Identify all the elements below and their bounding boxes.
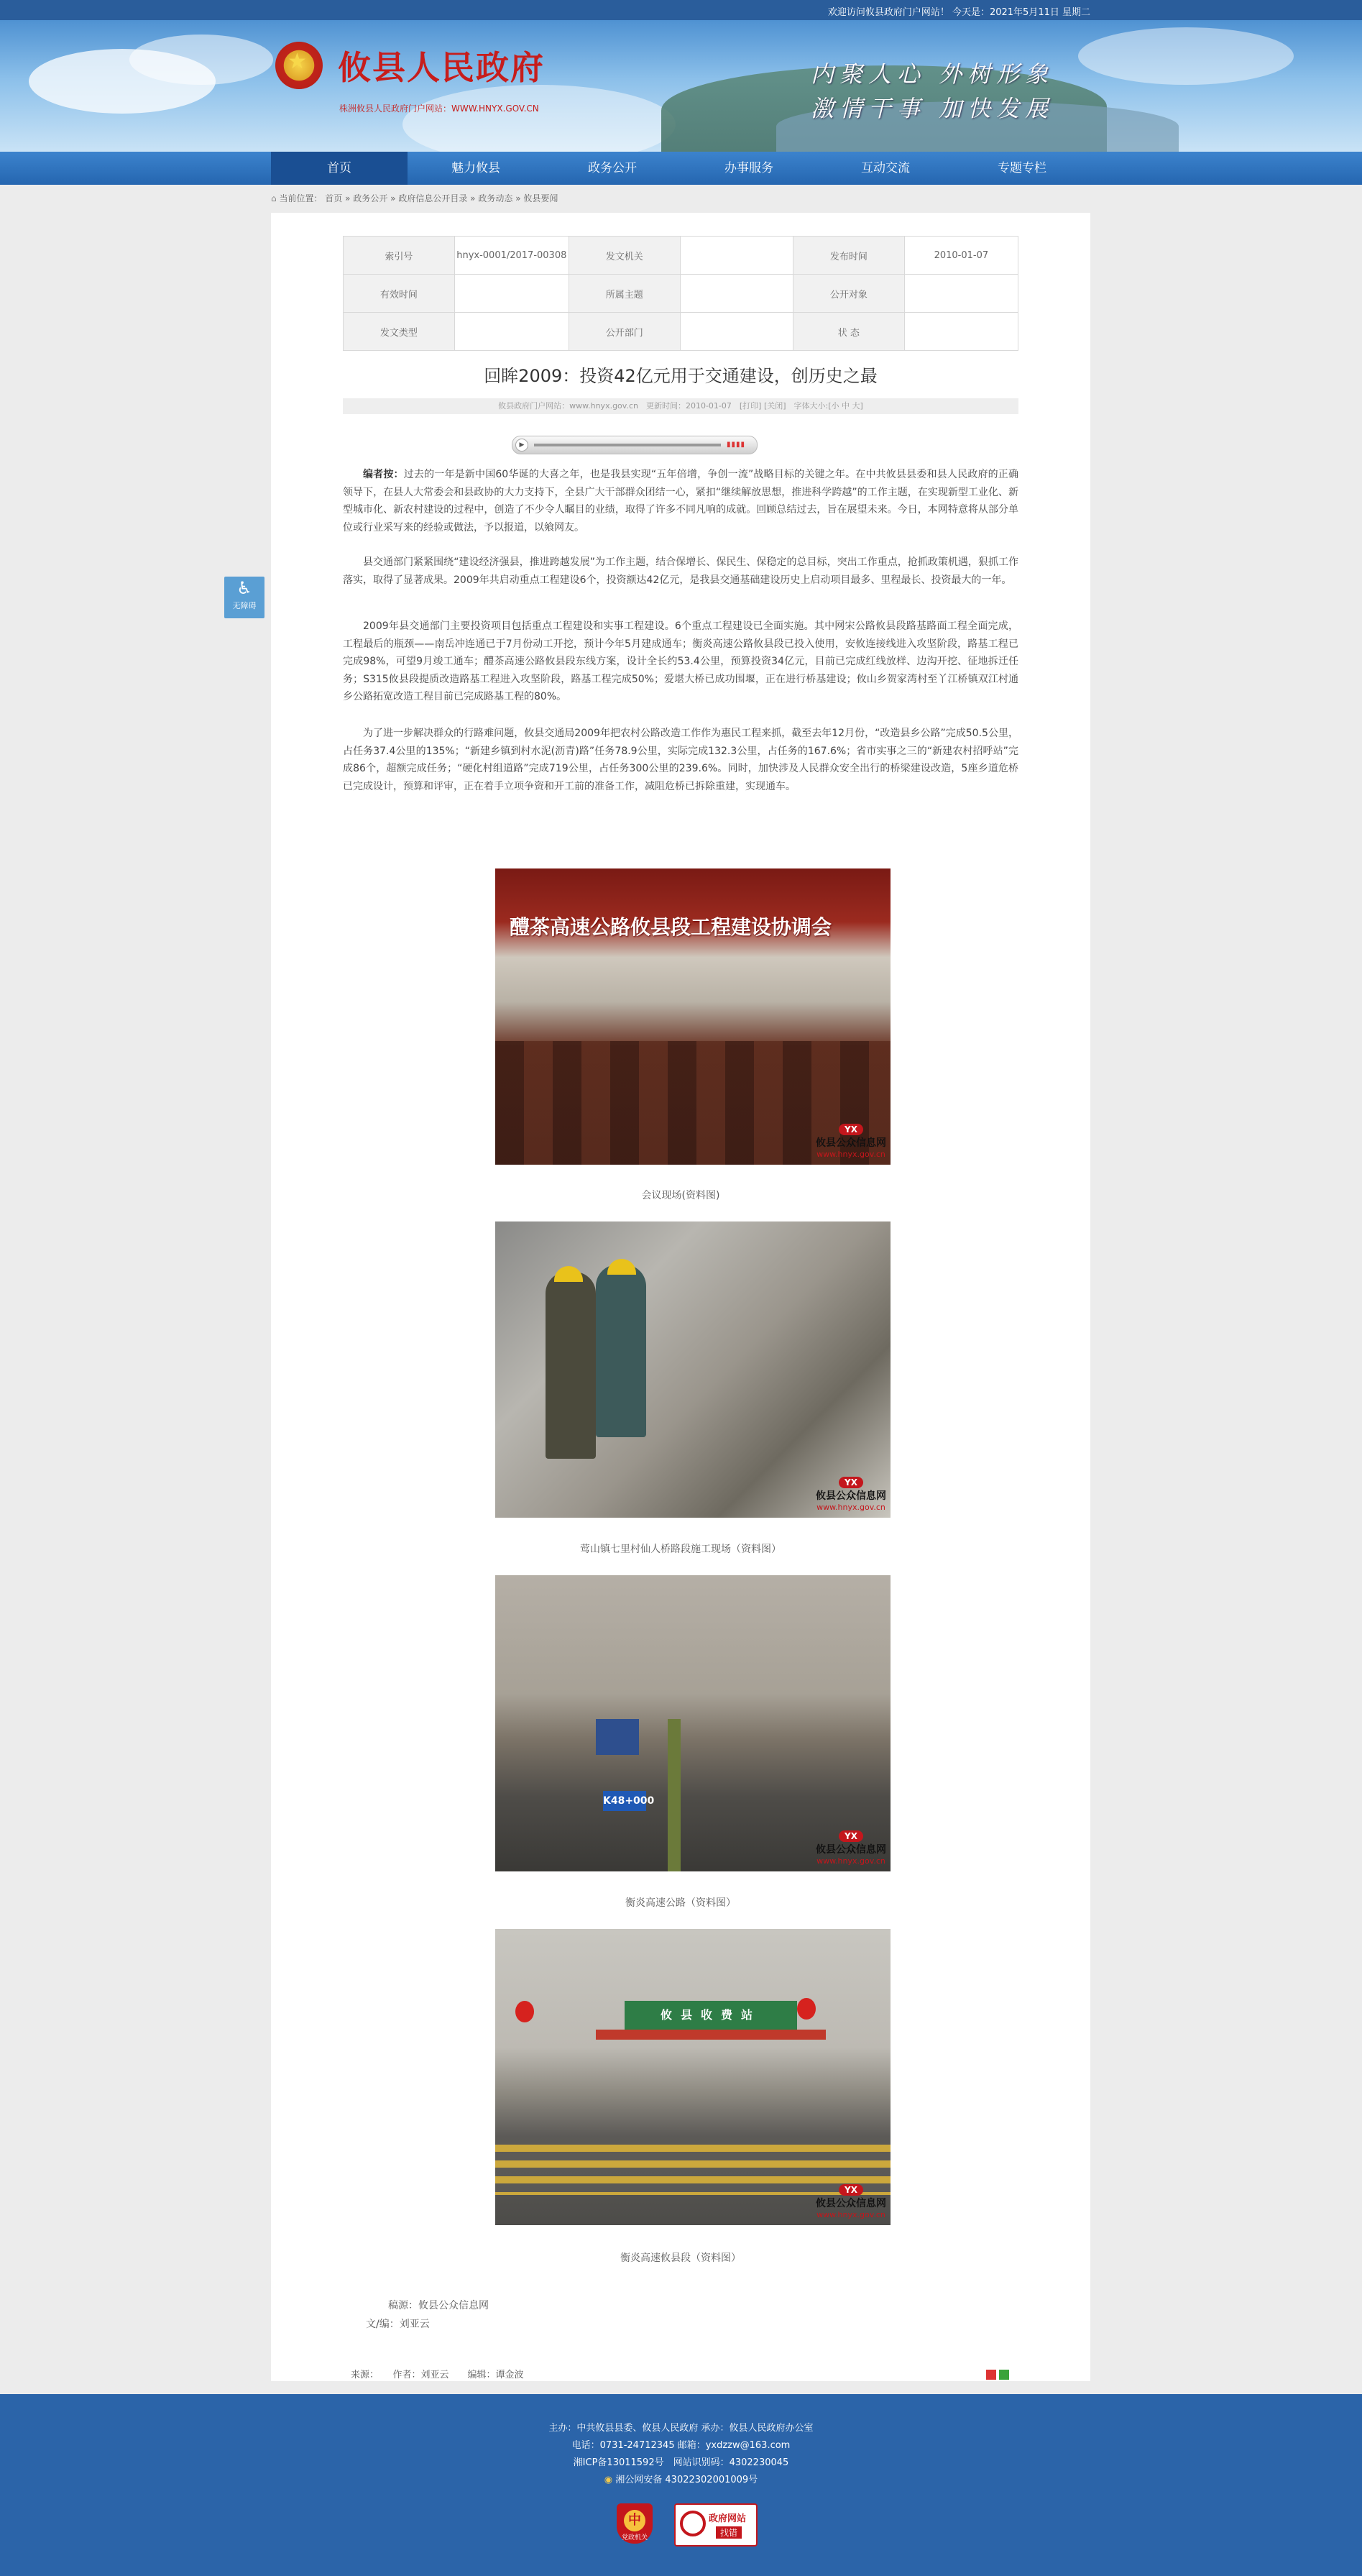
top-bar bbox=[0, 0, 1362, 20]
party-gov-badge[interactable] bbox=[617, 2503, 653, 2544]
watermark-url: www.hnyx.gov.cn bbox=[816, 1503, 885, 1512]
cloud-decoration bbox=[129, 35, 273, 85]
helmet-icon bbox=[554, 1266, 583, 1282]
watermark-logo: YX bbox=[839, 1124, 863, 1135]
meta-value bbox=[904, 313, 1018, 351]
police-record-text: 湘公网安备 43022302001009号 bbox=[615, 2475, 758, 2485]
article-info-bar: 攸县政府门户网站：www.hnyx.gov.cn 更新时间：2010-01-07 [打印] [关闭] 字体大小:[小 中 大] bbox=[343, 398, 1018, 414]
welcome-text: 欢迎访问攸县政府门户网站！ 今天是：2021年5月11日 星期二 bbox=[827, 7, 1090, 18]
watermark-url: www.hnyx.gov.cn bbox=[816, 2210, 885, 2219]
watermark bbox=[816, 1122, 886, 1159]
gov-website-error-badge[interactable] bbox=[674, 2503, 758, 2547]
photo-highway bbox=[495, 1575, 891, 1871]
site-title[interactable]: 攸县人民政府 bbox=[338, 48, 545, 87]
header-banner bbox=[0, 20, 1362, 152]
meta-value: hnyx-0001/2017-00308 bbox=[454, 237, 569, 275]
nav-item-home[interactable]: 首页 bbox=[271, 152, 408, 185]
meta-label: 所属主题 bbox=[569, 275, 680, 313]
watermark-logo: YX bbox=[839, 1477, 863, 1488]
volume-icon[interactable]: ▮▮▮▮ bbox=[727, 441, 746, 449]
worker-figure bbox=[596, 1265, 646, 1437]
meta-value bbox=[904, 275, 1018, 313]
article-panel bbox=[271, 213, 1090, 2381]
breadcrumb-link[interactable]: 政务动态 bbox=[478, 193, 513, 203]
footer-icp[interactable]: 湘ICP备13011592号 网站识别码：4302230045 bbox=[573, 2457, 789, 2468]
watermark-url: www.hnyx.gov.cn bbox=[816, 1150, 885, 1159]
cloud-decoration bbox=[1078, 27, 1294, 85]
meta-label: 索引号 bbox=[344, 237, 455, 275]
watermark-name: 攸县公众信息网 bbox=[816, 1490, 886, 1502]
nav-item-charm[interactable]: 魅力攸县 bbox=[451, 161, 500, 175]
banner-text: 醴茶高速公路攸县段工程建设协调会 bbox=[510, 915, 832, 939]
play-icon[interactable]: ▶ bbox=[515, 439, 528, 452]
metadata-table bbox=[343, 236, 1018, 351]
meta-label: 发文类型 bbox=[344, 313, 455, 351]
paragraph: 2009年县交通部门主要投资项目包括重点工程建设和实事工程建设。6个重点工程建设已全面实施。其中网宋公路攸县段路基路面工程全面完成，工程最后的瓶颈——南岳冲连通已于7月份动工开挖，预计今年5月建成通车；衡炎高速公路攸县段已投入使用，安攸连接线进入攻坚阶段，路基工程已完成98%，可望9月竣工通车；醴茶高速公路攸县段东线方案，设计全长约53.4公里，预算投资34亿元，目前已完成红线放样、边沟开挖、征地拆迁任务；S315攸县段提质改造路基工程进入攻坚阶段，路基工程完成50%；爱堪大桥已成功围堰，正在进行桥基建设；攸山乡贺家湾村至丫江桥镇双江村通乡公路拓宽改造工程目前已完成路基工程的80%。 bbox=[343, 620, 1018, 702]
breadcrumb-link[interactable]: 政府信息公开目录 bbox=[398, 193, 468, 203]
main-nav bbox=[0, 152, 1362, 185]
site-url: 株洲攸县人民政府门户网站：WWW.HNYX.GOV.CN bbox=[339, 104, 539, 114]
audio-player[interactable] bbox=[512, 436, 758, 454]
breadcrumb-separator: » bbox=[390, 193, 396, 203]
article-footer-meta: 来源： 作者：刘亚云 编辑：谭金波 bbox=[351, 2370, 524, 2380]
lead-label: 编者按： bbox=[363, 469, 404, 480]
accessibility-button[interactable] bbox=[224, 577, 264, 618]
source-line: 稿源：攸县公众信息网 bbox=[388, 2300, 489, 2311]
watermark bbox=[816, 2182, 886, 2219]
meta-value bbox=[454, 313, 569, 351]
cloud-decoration bbox=[402, 85, 676, 152]
editor-line: 文/编：刘亚云 bbox=[366, 2319, 430, 2330]
accessibility-label: 无障碍 bbox=[232, 601, 257, 610]
watermark-name: 攸县公众信息网 bbox=[816, 1844, 886, 1856]
breadcrumb-separator: » bbox=[345, 193, 351, 203]
meta-label: 公开部门 bbox=[569, 313, 680, 351]
paragraph-lead bbox=[343, 466, 1018, 536]
footer-contact: 电话：0731-24712345 邮箱：yxdzzw@163.com bbox=[571, 2440, 791, 2451]
nav-item-gov-affairs[interactable]: 政务公开 bbox=[588, 161, 637, 175]
lead-text: 过去的一年是新中国60华诞的大喜之年，也是我县实现“五年倍增，争创一流”战略目标的关键之年。在中共攸县县委和县人民政府的正确领导下，在县人大常委会和县政协的大力支持下，全县广大干部群众团结一心，紧扣“继续解放思想，推进科学跨越”的工作主题，在实现新型工业化、新型城市化、新农村建设的过程中，创造了不少令人瞩目的业绩，取得了许多不同凡响的成就。回顾总结过去，旨在展望未来。今日，本网特意将从部分单位或行业采写来的经验或做法，予以报道，以飨网友。 bbox=[343, 469, 1018, 533]
meta-label: 有效时间 bbox=[344, 275, 455, 313]
breadcrumb-link[interactable]: 政务公开 bbox=[353, 193, 388, 203]
nav-item-services[interactable]: 办事服务 bbox=[724, 161, 773, 175]
badge-top-label: 政府网站 bbox=[709, 2513, 747, 2524]
truck-figure bbox=[596, 1719, 639, 1755]
party-gov-label: 党政机关 bbox=[621, 2534, 648, 2541]
watermark-url: www.hnyx.gov.cn bbox=[816, 1856, 885, 1866]
helmet-icon bbox=[607, 1259, 636, 1275]
police-badge-icon: ◉ bbox=[604, 2475, 613, 2485]
median-strip bbox=[668, 1719, 681, 1871]
meta-label: 公开对象 bbox=[793, 275, 904, 313]
nav-item-topics[interactable]: 专题专栏 bbox=[998, 161, 1046, 175]
road-sign: K48+000 bbox=[603, 1791, 646, 1811]
breadcrumb-separator: » bbox=[515, 193, 521, 203]
home-icon: ⌂ bbox=[271, 193, 277, 203]
meta-value bbox=[680, 313, 793, 351]
breadcrumb bbox=[271, 188, 1090, 208]
photo-toll-station bbox=[495, 1929, 891, 2225]
breadcrumb-separator: » bbox=[470, 193, 476, 203]
meta-label: 状 态 bbox=[793, 313, 904, 351]
slogan-line-2: 激情干事 加快发展 bbox=[811, 95, 1054, 122]
watermark bbox=[816, 1828, 886, 1866]
meta-value bbox=[680, 275, 793, 313]
wheelchair-icon: ♿ bbox=[236, 578, 252, 598]
breadcrumb-link[interactable]: 攸县要闻 bbox=[523, 193, 558, 203]
share-weibo-icon[interactable] bbox=[986, 2370, 996, 2380]
lantern-icon bbox=[797, 1998, 816, 2020]
lantern-icon bbox=[515, 2001, 534, 2022]
footer-sponsor: 主办：中共攸县县委、攸县人民政府 承办：攸县人民政府办公室 bbox=[548, 2423, 814, 2434]
photo-caption: 衡炎高速公路（资料图） bbox=[625, 1897, 736, 1909]
photo-caption: 衡炎高速攸县段（资料图） bbox=[620, 2252, 741, 2264]
watermark bbox=[816, 1475, 886, 1512]
meta-value bbox=[680, 237, 793, 275]
breadcrumb-prefix: 当前位置： bbox=[279, 193, 323, 203]
toll-sign: 攸县收费站 bbox=[625, 2001, 797, 2030]
meta-value bbox=[454, 275, 569, 313]
party-gov-icon: 中 bbox=[624, 2510, 645, 2531]
watermark-name: 攸县公众信息网 bbox=[816, 1137, 886, 1149]
meta-label: 发文机关 bbox=[569, 237, 680, 275]
national-emblem-icon: ★ bbox=[275, 42, 323, 89]
watermark-logo: YX bbox=[839, 2184, 863, 2196]
nav-item-interaction[interactable]: 互动交流 bbox=[861, 161, 910, 175]
footer-police-record[interactable] bbox=[0, 2472, 1362, 2485]
photo-caption: 莺山镇七里村仙人桥路段施工现场（资料图） bbox=[580, 1544, 781, 1555]
breadcrumb-link[interactable]: 首页 bbox=[325, 193, 343, 203]
photo-meeting bbox=[495, 868, 891, 1165]
worker-figure bbox=[546, 1272, 596, 1459]
paragraph: 县交通部门紧紧围绕“建设经济强县，推进跨越发展”为工作主题，结合保增长、保民生、保稳定的总目标，突出工作重点，抢抓政策机遇，狠抓工作落实，取得了显著成果。2009年共启动重点工程建设6个，投资额达42亿元，是我县交通基础建设历史上启动项目最多、里程最长、投资最大的一年。 bbox=[343, 556, 1018, 586]
share-wechat-icon[interactable] bbox=[999, 2370, 1009, 2380]
article-title: 回眸2009：投资42亿元用于交通建设，创历史之最 bbox=[484, 366, 878, 386]
badge-bottom-label: 找错 bbox=[716, 2526, 742, 2539]
magnifier-icon bbox=[680, 2511, 706, 2536]
site-footer bbox=[0, 2394, 1362, 2576]
watermark-logo: YX bbox=[839, 1830, 863, 1842]
watermark-name: 攸县公众信息网 bbox=[816, 2198, 886, 2209]
photo-construction bbox=[495, 1221, 891, 1518]
paragraph: 为了进一步解决群众的行路难问题，攸县交通局2009年把农村公路改造工作作为惠民工程来抓，截至去年12月份，“改造县乡公路”完成50.5公里，占任务37.4公里的135%；“新建乡镇到村水泥(沥青)路”任务78.9公里，实际完成132.3公里，占任务的167.6%；省市实事之三的“新建农村招呼站”完成86个，超额完成任务；“硬化村组道路”完成719公里，占任务300公里的239.6%。同时，加快涉及人民群众安全出行的桥梁建设改造，5座乡道危桥已完成设计，预算和评审，正在着手立项争资和开工前的准备工作，减阻危桥已拆除重建，实现通车。 bbox=[343, 728, 1018, 792]
meta-value: 2010-01-07 bbox=[904, 237, 1018, 275]
photo-caption: 会议现场(资料图) bbox=[641, 1190, 720, 1201]
progress-track[interactable] bbox=[534, 444, 721, 446]
slogan-line-1: 内聚人心 外树形象 bbox=[811, 60, 1054, 88]
toll-canopy bbox=[596, 2030, 826, 2040]
meta-label: 发布时间 bbox=[793, 237, 904, 275]
